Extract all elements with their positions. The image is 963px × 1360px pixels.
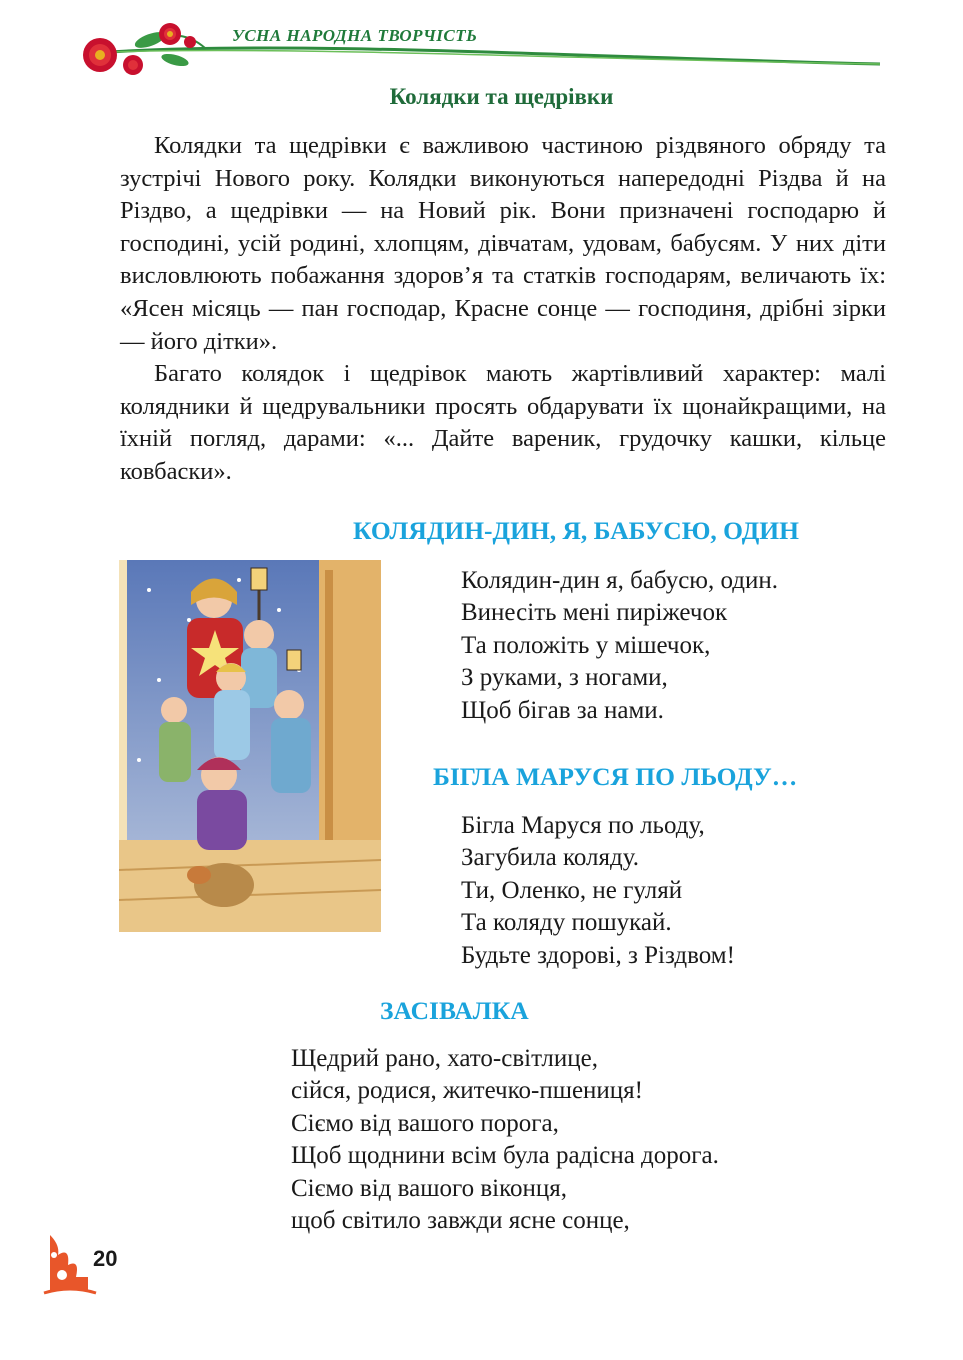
header-title: УСНА НАРОДНА ТВОРЧІСТЬ xyxy=(232,26,478,45)
verse-line: Колядин-дин я, бабусю, один. xyxy=(461,567,778,594)
page-number: 20 xyxy=(93,1246,118,1271)
section-title: Колядки та щедрівки xyxy=(389,84,614,109)
verse-line: сійся, родися, житечко-пшениця! xyxy=(291,1077,644,1105)
verse-line: Бігла Маруся по льоду, xyxy=(461,812,705,839)
red-flower-top xyxy=(159,23,181,45)
corner-ornament xyxy=(40,1225,100,1295)
paragraph: Багато колядок і щедрівок мають жартівливий характер: малі колядники й щедрувальники просять обдарувати їх щонайкращими, на їхній погляд, дарами: «... Дайте вареник, грудочку кашки, кільце ковбаски». xyxy=(120,360,886,485)
header-flowers-decoration xyxy=(0,0,963,90)
verse-line: Та положіть у мішечок, xyxy=(461,631,711,659)
verse-line: щоб світило завжди ясне сонце, xyxy=(291,1207,630,1235)
verse-line: Щоб бігав за нами. xyxy=(461,696,664,724)
song-verse xyxy=(461,810,735,972)
red-flower-large xyxy=(83,38,117,72)
song-title: КОЛЯДИН-ДИН, Я, БАБУСЮ, ОДИН xyxy=(353,516,799,545)
verse-line: Та коляду пошукай. xyxy=(461,909,672,937)
paragraph: Колядки та щедрівки є важливою частиною різдвяного обряду та зустрічі Нового року. Колядки виконуються напередодні Різдва й на Різдво, а щедрівки — на Новий рік. Вони призначені господарю й господині, усій родині, хлопцям, дівчатам, удовам, бабусям. У них діти висловлюють побажання здоров’я та статків господарям, величають їх: «Ясен місяць — пан господар, Красне сонце — господиня, дрібні зірки — його дітки». xyxy=(120,132,886,355)
verse-line: З руками, з ногами, xyxy=(461,664,668,692)
verse-line: Будьте здорові, з Різдвом! xyxy=(461,941,735,969)
verse-line: Ти, Оленко, не гуляй xyxy=(461,876,683,904)
verse-line: Щоб щоднини всім була радісна дорога. xyxy=(291,1142,719,1170)
intro-text xyxy=(120,130,886,489)
verse-line: Загубила коляду. xyxy=(461,844,639,872)
verse-line: Сіємо від вашого віконця, xyxy=(291,1174,567,1202)
verse-line: Винесіть мені пиріжечок xyxy=(461,599,728,627)
song-title: ЗАСІВАЛКА xyxy=(380,996,529,1025)
red-flower-small xyxy=(123,55,143,75)
song-verse xyxy=(461,565,778,727)
song-verse xyxy=(291,1043,719,1237)
carolers-illustration xyxy=(119,560,381,932)
verse-line: Сіємо від вашого порога, xyxy=(291,1109,559,1137)
page-header xyxy=(0,0,963,90)
verse-line: Щедрий рано, хато-світлице, xyxy=(291,1045,598,1072)
song-title: БІГЛА МАРУСЯ ПО ЛЬОДУ… xyxy=(433,762,798,791)
